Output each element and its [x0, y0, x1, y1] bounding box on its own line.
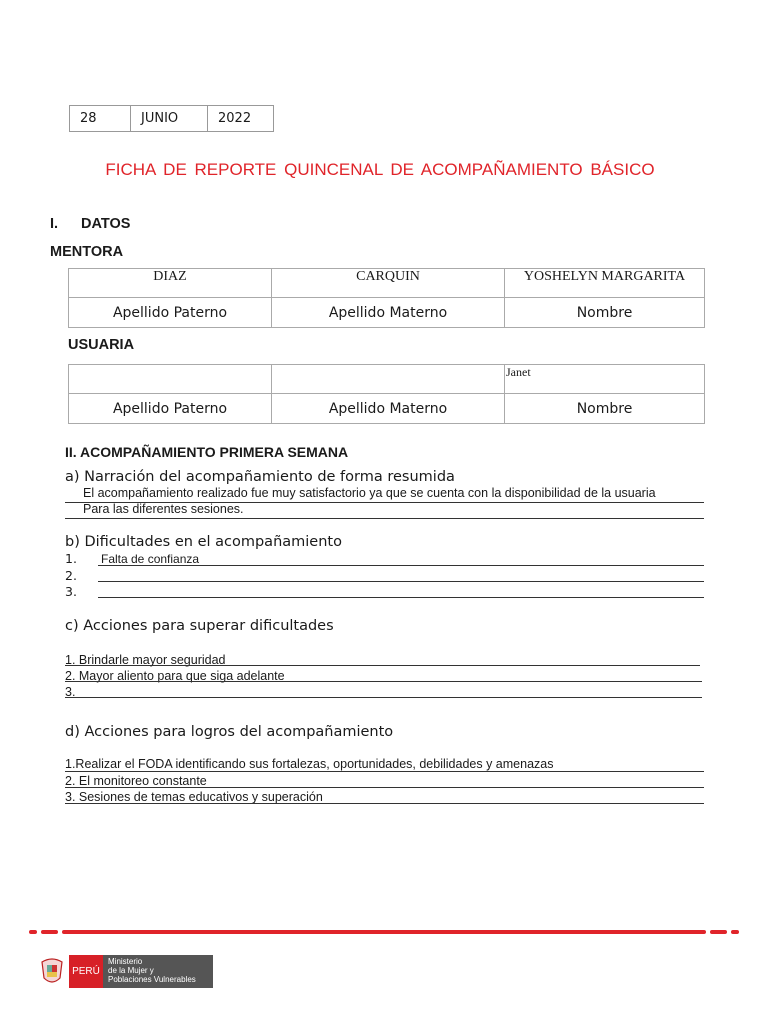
peru-logo-label: PERÚ — [69, 955, 103, 988]
section-1-label: DATOS — [81, 216, 131, 232]
footer-dash — [29, 930, 37, 934]
mentora-table — [68, 268, 705, 328]
ministry-name-line-2: de la Mujer y — [108, 966, 154, 975]
mentora-apellido-paterno-header: Apellido Paterno — [69, 298, 272, 328]
mentora-nombre-header: Nombre — [505, 298, 705, 328]
mentora-apellido-materno-value: CARQUIN — [272, 269, 505, 298]
answer-underline — [65, 518, 704, 519]
answer-underline — [98, 581, 704, 582]
usuaria-apellido-materno-value — [272, 365, 505, 394]
question-a-line-2: Para las diferentes sesiones. — [83, 502, 244, 516]
question-d-item-3: 3. Sesiones de temas educativos y superación — [65, 790, 323, 804]
usuaria-table — [68, 364, 705, 424]
ministry-name-line-1: Ministerio — [108, 957, 143, 966]
answer-underline — [65, 787, 704, 788]
question-c-item-1: 1. Brindarle mayor seguridad — [65, 653, 226, 667]
question-d-item-2: 2. El monitoreo constante — [65, 774, 207, 788]
ministry-name — [108, 957, 196, 984]
question-a-heading: a) Narración del acompañamiento de forma resumida — [65, 469, 455, 485]
question-b-number-2: 2. — [65, 568, 77, 583]
answer-underline — [65, 665, 700, 666]
question-c-item-2: 2. Mayor aliento para que siga adelante — [65, 669, 285, 683]
usuaria-label: USUARIA — [68, 337, 135, 353]
question-b-item-1: Falta de confianza — [101, 552, 200, 566]
footer-dash — [731, 930, 739, 934]
date-day: 28 — [70, 106, 131, 132]
answer-underline — [98, 565, 704, 566]
mentora-apellido-materno-header: Apellido Materno — [272, 298, 505, 328]
usuaria-apellido-paterno-header: Apellido Paterno — [69, 394, 272, 424]
footer-dash — [41, 930, 58, 934]
footer-line — [62, 930, 706, 934]
mentora-nombre-value: YOSHELYN MARGARITA — [505, 269, 705, 298]
date-table — [69, 105, 274, 132]
question-c-item-3: 3. — [65, 685, 76, 699]
mentora-label: MENTORA — [50, 244, 124, 260]
usuaria-apellido-materno-header: Apellido Materno — [272, 394, 505, 424]
answer-underline — [65, 681, 702, 682]
question-b-number-1: 1. — [65, 551, 77, 566]
question-b-heading: b) Dificultades en el acompañamiento — [65, 534, 342, 550]
usuaria-nombre-value: Janet — [505, 365, 705, 394]
section-2-heading: II. ACOMPAÑAMIENTO PRIMERA SEMANA — [65, 444, 349, 460]
ministry-name-line-3: Poblaciones Vulnerables — [108, 975, 196, 984]
answer-underline — [65, 803, 704, 804]
date-year: 2022 — [208, 106, 274, 132]
section-1-number: I. — [50, 216, 59, 232]
footer-dash — [710, 930, 727, 934]
usuaria-apellido-paterno-value — [69, 365, 272, 394]
document-title: FICHA DE REPORTE QUINCENAL DE ACOMPAÑAMIENTO BÁSICO — [105, 160, 655, 179]
mentora-apellido-paterno-value: DIAZ — [69, 269, 272, 298]
answer-underline — [65, 697, 702, 698]
question-d-item-1: 1.Realizar el FODA identificando sus fortalezas, oportunidades, debilidades y amenazas — [65, 757, 554, 771]
answer-underline — [65, 771, 704, 772]
usuaria-nombre-header: Nombre — [505, 394, 705, 424]
question-d-heading: d) Acciones para logros del acompañamiento — [65, 724, 394, 740]
peru-coat-of-arms-icon — [38, 956, 66, 986]
question-b-number-3: 3. — [65, 584, 77, 599]
question-a-line-1: El acompañamiento realizado fue muy satisfactorio ya que se cuenta con la disponibilidad de la usuaria — [83, 486, 656, 500]
answer-underline — [98, 597, 704, 598]
date-month: JUNIO — [131, 106, 208, 132]
question-c-heading: c) Acciones para superar dificultades — [65, 618, 334, 634]
